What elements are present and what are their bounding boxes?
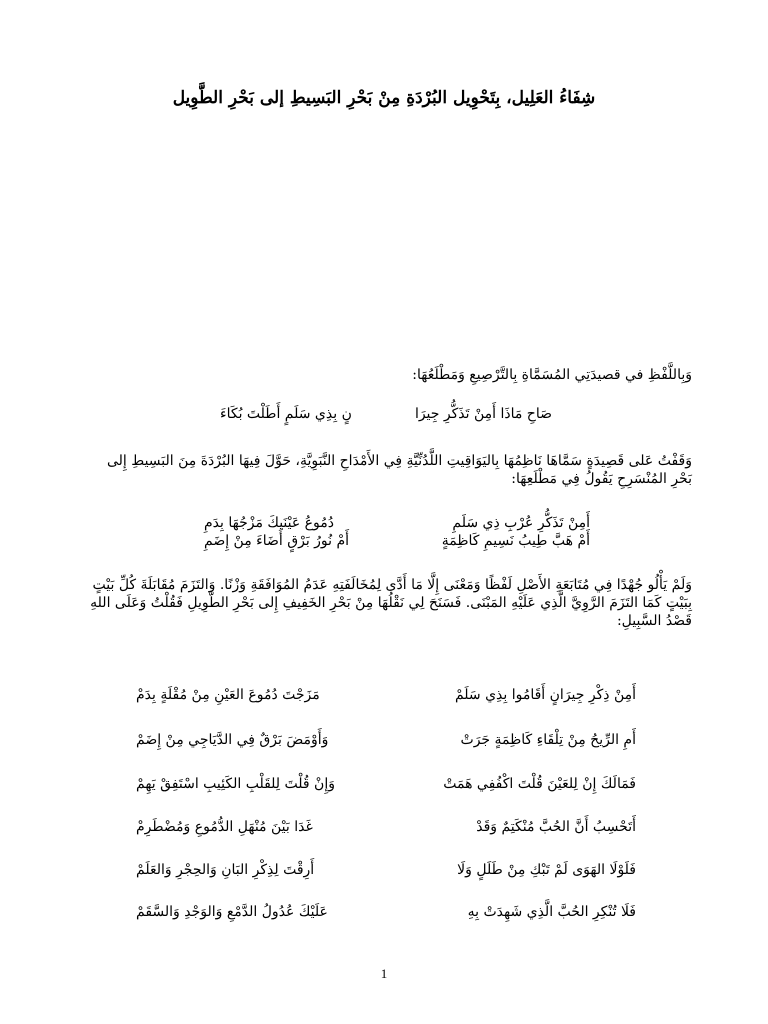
intro-paragraph-3: وَلَمْ يَأْلُو جُهْدًا فِي مُتَابَعَةِ الأَصْلِ لَفْظًا وَمَعْنَى إِلَّا مَا أَدَّى لِمُخَالَفَتِهِ عَدَمُ المُوَافَقَةِ وَزْنًا. وَالتَزَمَ مُقَابَلَةَ كُلِّ بَيْتٍ بِبَيْتٍ كَمَا التَزَمَ الرَّوِيَّ الَّذِي عَلَيْهِ المَبْنَى. فَسَنَحَ لِي نَقْلُهَا مِنْ بَحْرِ الخَفِيفِ إِلى بَحْرِ الطَّوِيلِ فَقُلْتُ وَعَلَى اللهِ قَصْدُ السَّبِيلِ: <box>90 577 692 629</box>
verse-first-hemistich: فَلَا تُنْكِرِ الحُبَّ الَّذِي شَهِدَتْ بِهِ <box>467 904 636 920</box>
verse-second-hemistich: عَلَيْكَ عُدُولُ الدَّمْعِ وَالوَجْدِ وَالسَّقَمْ <box>136 904 328 920</box>
verse-second-hemistich: دُمُوعُ عَيْنَيكَ مَزْجُهَا بِدَمِ <box>204 515 335 531</box>
verse-second-hemistich: وَإِنْ قُلْتَ لِلقَلْبِ الكَئِيبِ اسْتَفِقْ يَهِمْ <box>136 776 335 792</box>
verse-first-hemistich: صَاحِ مَاذَا أَمِنْ تَذَكُّرِ جِيرَا <box>414 406 552 422</box>
page-title: شِفَاءُ العَلِيل، بِتَحْوِيل البُرْدَةِ مِنْ بَحْرِ البَسِيطِ إلى بَحْرِ الطَّوِيل <box>172 88 596 108</box>
verse-second-hemistich: نٍ بِذِي سَلَمٍ أَطَلْتَ بُكَاءَ <box>220 406 352 422</box>
intro-paragraph-2: وَقَفْتُ عَلى قَصِيدَةٍ سَمَّاهَا نَاظِمُهَا بِاليَوَاقِيتِ اللَّدُنِّيَّةِ فِي الأَمْدَاحِ النَّبَوِيَّةِ، حَوَّلَ فِيهَا البُرْدَةَ مِنَ البَسِيطِ إِلى بَحْرِ المُنْسَرِحِ يَقُولُ فِي مَطْلَعِهَا: <box>107 453 692 487</box>
verse-second-hemistich: أَرِقْتَ لِذِكْرِ البَانِ وَالحِجْرِ وَالعَلَمْ <box>136 862 315 878</box>
verse-second-hemistich: غَدَا بَيْنَ مُنْهَلِ الدُّمُوعِ وَمُضْطَرِمْ <box>136 819 313 835</box>
verse-second-hemistich: أَمْ نُورُ بَرْقٍ أَضَاءَ مِنْ إِضَمِ <box>204 533 350 549</box>
verse-first-hemistich: أَتَحْسِبُ أَنَّ الحُبَّ مُنْكَتِمٌ وَقَدْ <box>476 819 636 835</box>
verse-second-hemistich: مَزَجْتَ دُمُوعَ العَيْنِ مِنْ مُقْلَةٍ بِدَمْ <box>136 687 320 703</box>
page-number: 1 <box>380 966 388 981</box>
intro-paragraph-1: وَبِاللَّفْظِ في قصيدَتِي المُسَمَّاةِ بِالتَّرْصِيعِ وَمَطْلَعُهَا: <box>412 367 692 383</box>
verse-first-hemistich: أَمِ الرِّيحُ مِنْ تِلْقَاءِ كَاظِمَةٍ جَرَتْ <box>460 732 636 748</box>
verse-first-hemistich: فَمَالَكَ إِنْ لِلعَيْنَ قُلْتَ اكْفُفِي هَمَتْ <box>443 776 636 792</box>
verse-first-hemistich: فَلَوْلَا الهَوَى لَمْ تَبْكِ مِنْ طَلَلٍ وَلَا <box>457 862 636 878</box>
verse-second-hemistich: وَأَوْمَضَ بَرْقٌ فِي الدَّيَاجِي مِنْ إِضَمْ <box>136 732 329 748</box>
verse-first-hemistich: أَمْ هَبَّ طِيبُ نَسِيمِ كَاظِمَةٍ <box>441 533 590 549</box>
verse-first-hemistich: أَمِنْ تَذَكُّرِ عُرْبِ ذِي سَلَمِ <box>452 515 590 531</box>
verse-first-hemistich: أَمِنْ ذِكْرِ جِيرَانٍ أَقَامُوا بِذِي سَلَمْ <box>454 687 636 703</box>
